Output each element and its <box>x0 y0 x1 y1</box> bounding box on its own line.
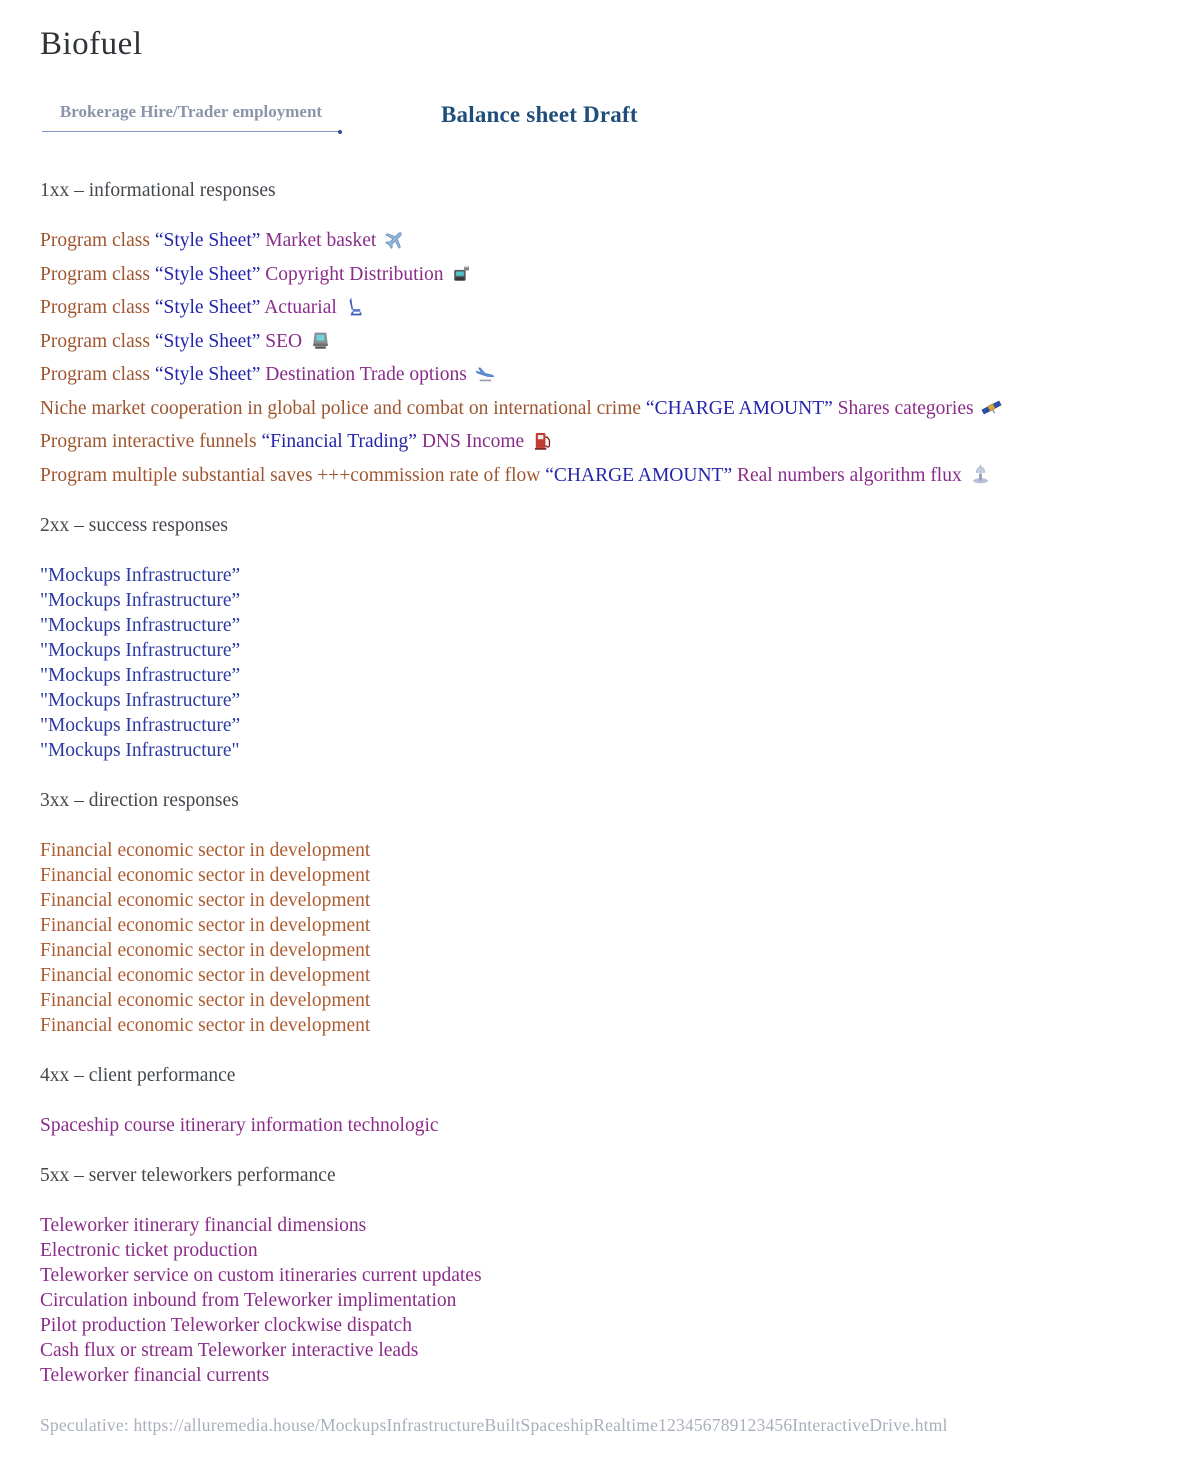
seat-icon <box>345 296 366 317</box>
fuel-pump-icon <box>532 430 553 451</box>
status-line-segment: Copyright Distribution <box>265 263 449 285</box>
status-line <box>40 329 1160 354</box>
status-line-segment: DNS Income <box>421 431 530 453</box>
document-heading: Balance sheet Draft <box>441 102 638 128</box>
status-line-segment: Program class <box>40 263 155 285</box>
desktop-computer-icon <box>310 330 331 351</box>
section-header: 1xx – informational responses <box>40 180 276 202</box>
section-header: 5xx – server teleworkers performance <box>40 1164 336 1186</box>
section-lines: Teleworker itinerary financial dimensions Electronic ticket production Teleworker service on custom itineraries current updates Circulation inbound from Teleworker implimentation Pilot production Teleworker clockwise dispatch Cash flux or stream Teleworker interactive leads Teleworker financial currents <box>40 1214 482 1386</box>
status-line-segment: Program class <box>40 297 155 319</box>
status-line-segment: Destination Trade options <box>265 364 472 386</box>
fountain-icon <box>970 464 991 485</box>
status-line-segment: Program multiple substantial saves +++commission rate of flow <box>40 464 546 486</box>
status-line-segment: “CHARGE AMOUNT” <box>645 397 838 419</box>
status-line-segment: Program class <box>40 330 155 352</box>
status-line-segment: “Financial Trading” <box>261 431 422 453</box>
status-line-segment: “Style Sheet” <box>154 330 266 352</box>
sections-container <box>40 178 1160 1388</box>
satellite-icon <box>981 397 1002 418</box>
status-line-segment: “CHARGE AMOUNT” <box>545 464 737 486</box>
status-line-segment: Actuarial <box>264 297 342 319</box>
status-line-segment: Shares categories <box>837 397 979 419</box>
status-line-segment: SEO <box>265 330 307 352</box>
status-line-segment: Market basket <box>265 230 382 252</box>
status-line-segment: Program class <box>40 364 155 386</box>
footer-speculative-url: Speculative: https://alluremedia.house/MockupsInfrastructureBuiltSpaceshipRealtime123456789123456InteractiveDrive.html <box>40 1414 948 1435</box>
status-line-segment: “Style Sheet” <box>154 263 266 285</box>
section-lines: Financial economic sector in development Financial economic sector in development Financial economic sector in development Financial economic sector in development Financial economic sector in development Financial economic sector in development Financial economic sector in development Financial economic sector in development <box>40 839 371 1036</box>
status-line <box>40 295 1160 320</box>
section-lines: "Mockups Infrastructure” "Mockups Infrastructure” "Mockups Infrastructure” "Mockups Infrastructure” "Mockups Infrastructure” "Mockups Infrastructure” "Mockups Infrastructure” "Mockups Infrastructure" <box>40 564 241 761</box>
status-line <box>40 228 1160 253</box>
status-line <box>40 463 1160 488</box>
status-line <box>40 429 1160 454</box>
tab-underline-dot <box>338 130 342 134</box>
airplane-icon <box>384 229 405 250</box>
section-header: 2xx – success responses <box>40 514 228 536</box>
status-line-segment: “Style Sheet” <box>154 297 265 319</box>
status-line-segment: “Style Sheet” <box>154 364 266 386</box>
status-line-segment: “Style Sheet” <box>154 230 266 252</box>
status-line-segment: Program class <box>40 230 155 252</box>
tab-brokerage-hire-trader-employment[interactable] <box>42 102 340 132</box>
header-row <box>40 102 1160 132</box>
section-header: 4xx – client performance <box>40 1064 236 1086</box>
tab-label: Brokerage Hire/Trader employment <box>59 102 323 122</box>
airplane-landing-icon <box>475 363 496 384</box>
status-line-segment: Niche market cooperation in global police and combat on international crime <box>40 397 646 419</box>
section-lines: Spaceship course itinerary information technologic <box>40 1114 439 1136</box>
fax-machine-icon <box>451 263 472 284</box>
status-line-segment: Real numbers algorithm flux <box>736 464 967 486</box>
status-line <box>40 362 1160 387</box>
section-header: 3xx – direction responses <box>40 789 239 811</box>
status-line-segment: Program interactive funnels <box>40 431 262 453</box>
status-line <box>40 262 1160 287</box>
status-line <box>40 396 1160 421</box>
page-title: Biofuel <box>40 26 143 62</box>
